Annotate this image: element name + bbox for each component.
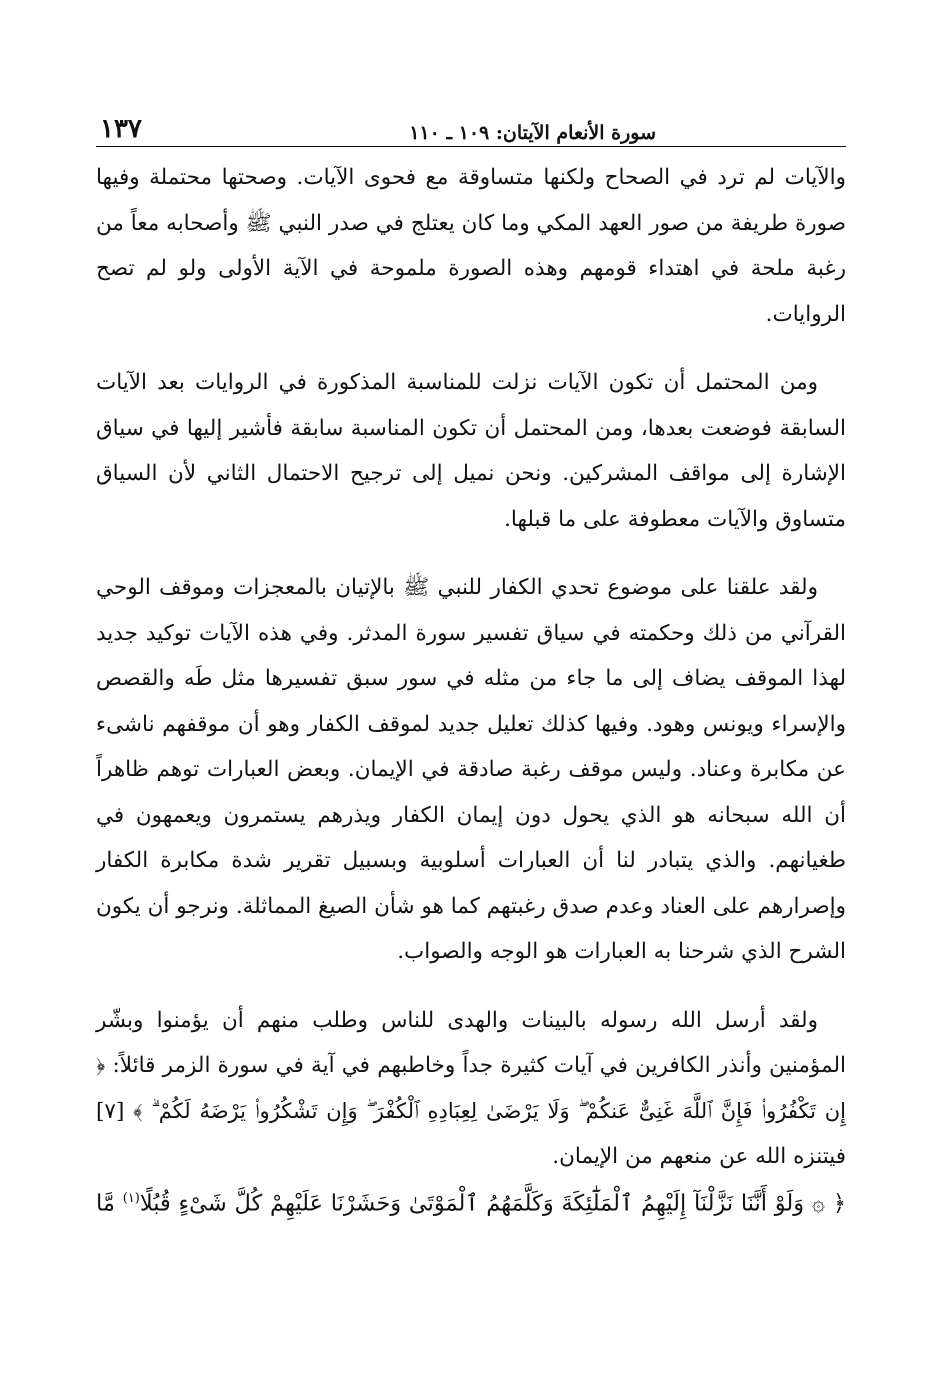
verse-tail: مَّا	[96, 1190, 115, 1217]
running-title: سورة الأنعام الآيتان: ١٠٩ ـ ١١٠	[409, 122, 656, 144]
paragraph-4	[96, 998, 846, 1180]
document-page	[96, 100, 846, 1203]
quran-verse-quote: ﴿ إِن تَكْفُرُوا۟ فَإِنَّ ٱللَّهَ غَنِىٌّ عَنكُمْ ۖ وَلَا يَرْضَىٰ لِعِبَادِهِ ٱلْكُفْرَ ۖ وَإِن تَشْكُرُوا۟ يَرْضَهُ لَكُمْ ۗ ﴾	[96, 1053, 846, 1123]
footnote-marker: (١)	[122, 1191, 140, 1206]
page-body	[96, 155, 846, 1180]
quran-verse-line	[96, 1176, 846, 1227]
paragraph-3: ولقد علقنا على موضوع تحدي الكفار للنبي ﷺ بالإتيان بالمعجزات وموقف الوحي القرآني من ذلك وحكمته في سياق تفسير سورة المدثر. وفي هذه الآيات توكيد جديد لهذا الموقف يضاف إلى ما جاء من مثله في سور سبق تفسيرها مثل طَه والقصص والإسراء ويونس وهود. وفيها كذلك تعليل جديد لموقف الكفار وهو أن موقفهم ناشىء عن مكابرة وعناد. وليس موقف رغبة صادقة في الإيمان. وبعض العبارات توهم ظاهراً أن الله سبحانه هو الذي يحول دون إيمان الكفار ويذرهم يستمرون ويعمهون في طغيانهم. والذي يتبادر لنا أن العبارات أسلوبية وبسبيل تقرير شدة مكابرة الكفار وإصرارهم على العناد وعدم صدق رغبتهم كما هو شأن الصيغ المماثلة. ونرجو أن يكون الشرح الذي شرحنا به العبارات هو الوجه والصواب.	[96, 575, 846, 964]
paragraph-4-intro: ولقد أرسل الله رسوله بالبينات والهدى للناس وطلب منهم أن يؤمنوا وبشّر المؤمنين وأنذر الكافرين في آيات كثيرة جداً وخاطبهم في آية في سورة الزمر قائلاً:	[96, 1007, 846, 1078]
paragraph-4-conclusion: [٧] فيتنزه الله عن منعهم من الإيمان.	[96, 1098, 846, 1169]
page-header	[96, 100, 846, 147]
page-number: ١٣٧	[100, 114, 142, 144]
paragraph-1: والآيات لم ترد في الصحاح ولكنها متساوقة مع فحوى الآيات. وصحتها محتملة وفيها صورة طريفة من صور العهد المكي وما كان يعتلج في صدر النبي ﷺ وأصحابه معاً من رغبة ملحة في اهتداء قومهم وهذه الصورة ملموحة في الآية الأولى ولو لم تصح الروايات.	[96, 165, 846, 327]
verse-text: ﴿ ۞ وَلَوْ أَنَّنَا نَزَّلْنَآ إِلَيْهِمُ ٱلْمَلَٰٓئِكَةَ وَكَلَّمَهُمُ ٱلْمَوْتَىٰ وَحَشَرْنَا عَلَيْهِمْ كُلَّ شَىْءٍ قُبُلًا	[139, 1190, 846, 1217]
paragraph-2: ومن المحتمل أن تكون الآيات نزلت للمناسبة المذكورة في الروايات بعد الآيات السابقة فوضعت بعدها، ومن المحتمل أن تكون المناسبة سابقة فأشير إليها في سياق الإشارة إلى مواقف المشركين. ونحن نميل إلى ترجيح الاحتمال الثاني لأن السياق متساوق والآيات معطوفة على ما قبلها.	[96, 370, 846, 532]
